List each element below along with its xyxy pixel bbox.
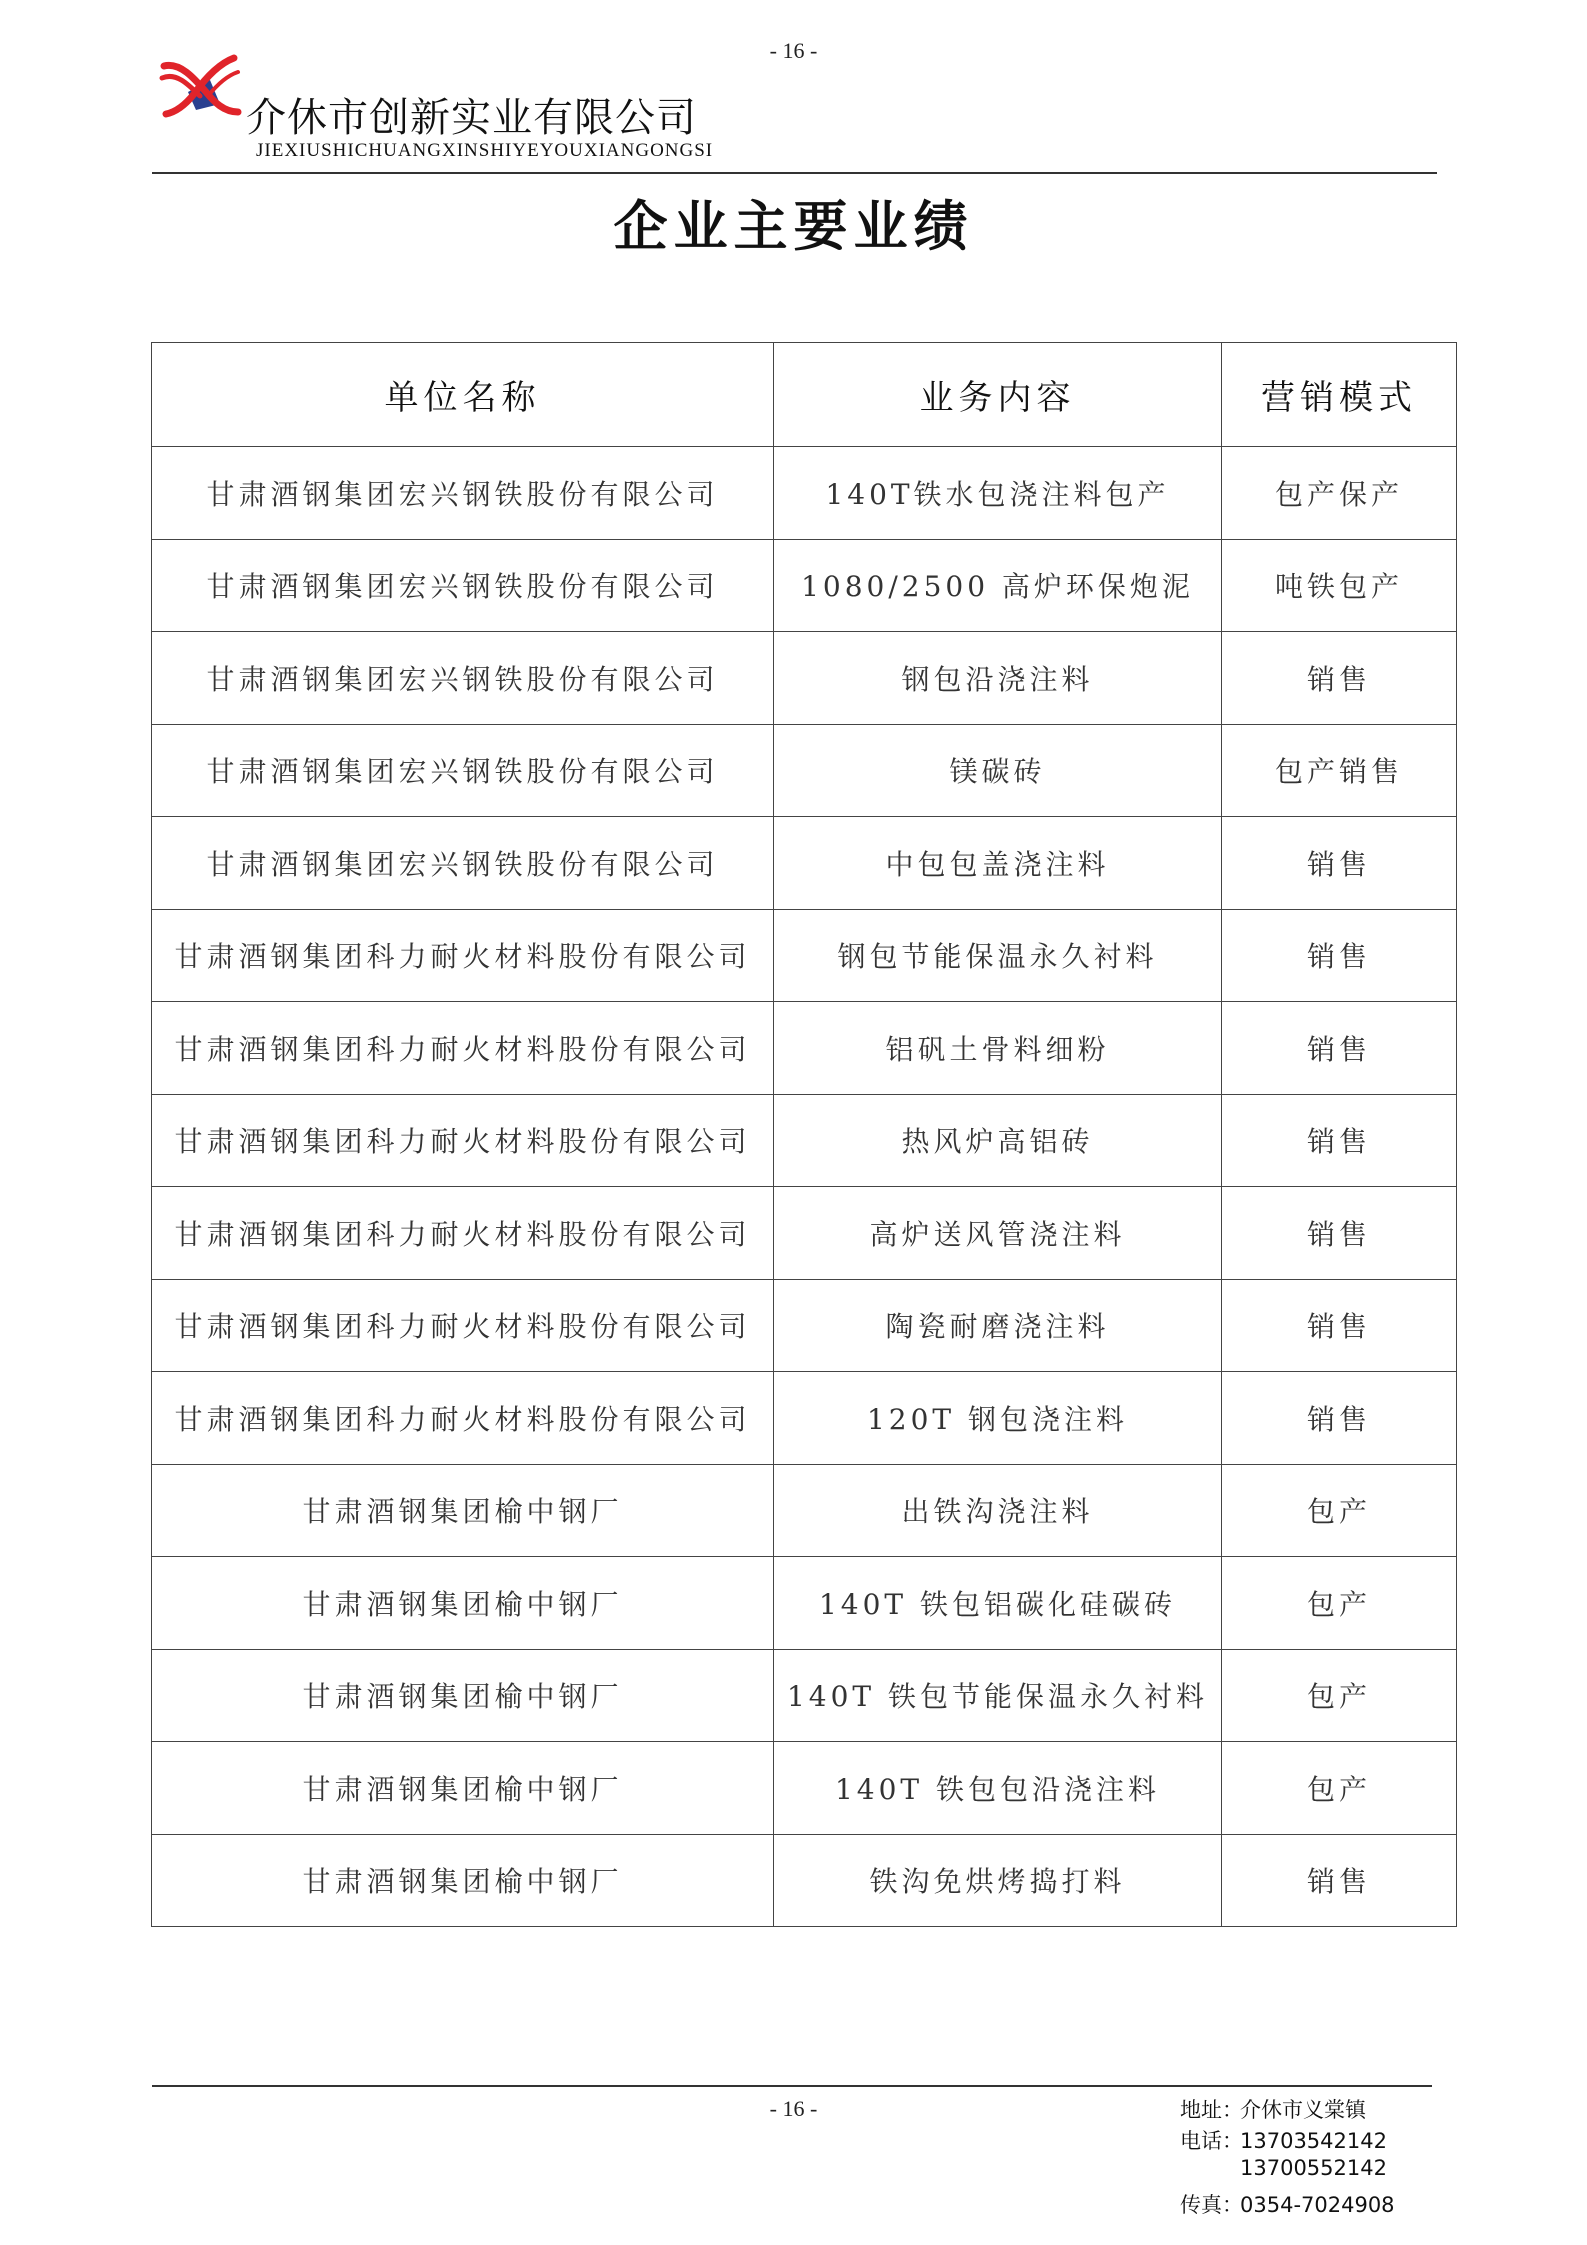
table-row [152,817,1457,910]
business-content-cell: 铁沟免烘烤捣打料 [774,1834,1222,1927]
marketing-mode-cell: 包产 [1222,1464,1457,1557]
page-title: 企业主要业绩 [613,195,974,258]
business-content-cell: 钢包沿浇注料 [774,632,1222,725]
table-row [152,539,1457,632]
table-row [152,1094,1457,1187]
unit-name-cell: 甘肃酒钢集团科力耐火材料股份有限公司 [152,1002,774,1095]
company-logo [158,52,242,122]
marketing-mode-cell: 吨铁包产 [1222,539,1457,632]
marketing-mode-cell: 包产 [1222,1557,1457,1650]
business-content-cell: 陶瓷耐磨浇注料 [774,1279,1222,1372]
marketing-mode-cell: 销售 [1222,1002,1457,1095]
table-row [152,1557,1457,1650]
marketing-mode-cell: 销售 [1222,1372,1457,1465]
business-content-cell: 高炉送风管浇注料 [774,1187,1222,1280]
business-content-cell: 热风炉高铝砖 [774,1094,1222,1187]
unit-name-cell: 甘肃酒钢集团宏兴钢铁股份有限公司 [152,632,774,725]
business-content-cell: 镁碳砖 [774,724,1222,817]
header-marketing-mode: 营销模式 [1222,343,1457,447]
business-content-cell: 120T 钢包浇注料 [774,1372,1222,1465]
business-content-cell: 140T铁水包浇注料包产 [774,447,1222,540]
table-header-row [152,343,1457,447]
table-row [152,1002,1457,1095]
phone-value-2: 13700552142 [1240,2156,1387,2180]
unit-name-cell: 甘肃酒钢集团榆中钢厂 [152,1649,774,1742]
unit-name-cell: 甘肃酒钢集团榆中钢厂 [152,1742,774,1835]
table-row [152,724,1457,817]
address-label: 地址： [1180,2098,1243,2122]
table-row [152,1742,1457,1835]
header-divider [152,172,1437,174]
phone-label: 电话： [1180,2129,1243,2153]
unit-name-cell: 甘肃酒钢集团科力耐火材料股份有限公司 [152,1187,774,1280]
business-content-cell: 140T 铁包包沿浇注料 [774,1742,1222,1835]
business-content-cell: 1080/2500 高炉环保炮泥 [774,539,1222,632]
business-content-cell: 中包包盖浇注料 [774,817,1222,910]
business-content-cell: 140T 铁包节能保温永久衬料 [774,1649,1222,1742]
phone-value-1: 13703542142 [1240,2129,1387,2153]
header-business-content: 业务内容 [774,343,1222,447]
table-row [152,1649,1457,1742]
unit-name-cell: 甘肃酒钢集团科力耐火材料股份有限公司 [152,1094,774,1187]
unit-name-cell: 甘肃酒钢集团宏兴钢铁股份有限公司 [152,447,774,540]
marketing-mode-cell: 包产 [1222,1649,1457,1742]
unit-name-cell: 甘肃酒钢集团科力耐火材料股份有限公司 [152,1279,774,1372]
unit-name-cell: 甘肃酒钢集团榆中钢厂 [152,1464,774,1557]
unit-name-cell: 甘肃酒钢集团宏兴钢铁股份有限公司 [152,539,774,632]
contact-phone [1180,2125,1387,2155]
marketing-mode-cell: 包产销售 [1222,724,1457,817]
marketing-mode-cell: 销售 [1222,1279,1457,1372]
unit-name-cell: 甘肃酒钢集团宏兴钢铁股份有限公司 [152,724,774,817]
table-row [152,447,1457,540]
marketing-mode-cell: 销售 [1222,632,1457,725]
marketing-mode-cell: 包产 [1222,1742,1457,1835]
unit-name-cell: 甘肃酒钢集团科力耐火材料股份有限公司 [152,909,774,1002]
address-value: 介休市义棠镇 [1240,2098,1366,2122]
table-row [152,1372,1457,1465]
fax-label: 传真： [1180,2193,1243,2217]
table-row [152,1834,1457,1927]
header-unit-name: 单位名称 [152,343,774,447]
marketing-mode-cell: 销售 [1222,1094,1457,1187]
unit-name-cell: 甘肃酒钢集团科力耐火材料股份有限公司 [152,1372,774,1465]
unit-name-cell: 甘肃酒钢集团榆中钢厂 [152,1557,774,1650]
business-content-cell: 钢包节能保温永久衬料 [774,909,1222,1002]
page-number-bottom: - 16 - [769,2096,818,2121]
footer-divider [152,2085,1432,2087]
table-row [152,1187,1457,1280]
marketing-mode-cell: 销售 [1222,1834,1457,1927]
table-row [152,909,1457,1002]
table-row [152,1279,1457,1372]
table-row [152,1464,1457,1557]
company-pinyin: JIEXIUSHICHUANGXINSHIYEYOUXIANGONGSI [256,140,714,161]
contact-address [1180,2094,1366,2124]
page-number-top: - 16 - [769,38,818,63]
table-row [152,632,1457,725]
marketing-mode-cell: 销售 [1222,817,1457,910]
marketing-mode-cell: 包产保产 [1222,447,1457,540]
company-name: 介休市创新实业有限公司 [246,95,697,141]
contact-phone-2 [1180,2156,1387,2180]
fax-value: 0354-7024908 [1240,2193,1395,2217]
business-content-cell: 出铁沟浇注料 [774,1464,1222,1557]
marketing-mode-cell: 销售 [1222,1187,1457,1280]
performance-table [151,342,1457,1927]
contact-fax [1180,2189,1395,2219]
unit-name-cell: 甘肃酒钢集团宏兴钢铁股份有限公司 [152,817,774,910]
business-content-cell: 铝矾土骨料细粉 [774,1002,1222,1095]
marketing-mode-cell: 销售 [1222,909,1457,1002]
unit-name-cell: 甘肃酒钢集团榆中钢厂 [152,1834,774,1927]
business-content-cell: 140T 铁包铝碳化硅碳砖 [774,1557,1222,1650]
